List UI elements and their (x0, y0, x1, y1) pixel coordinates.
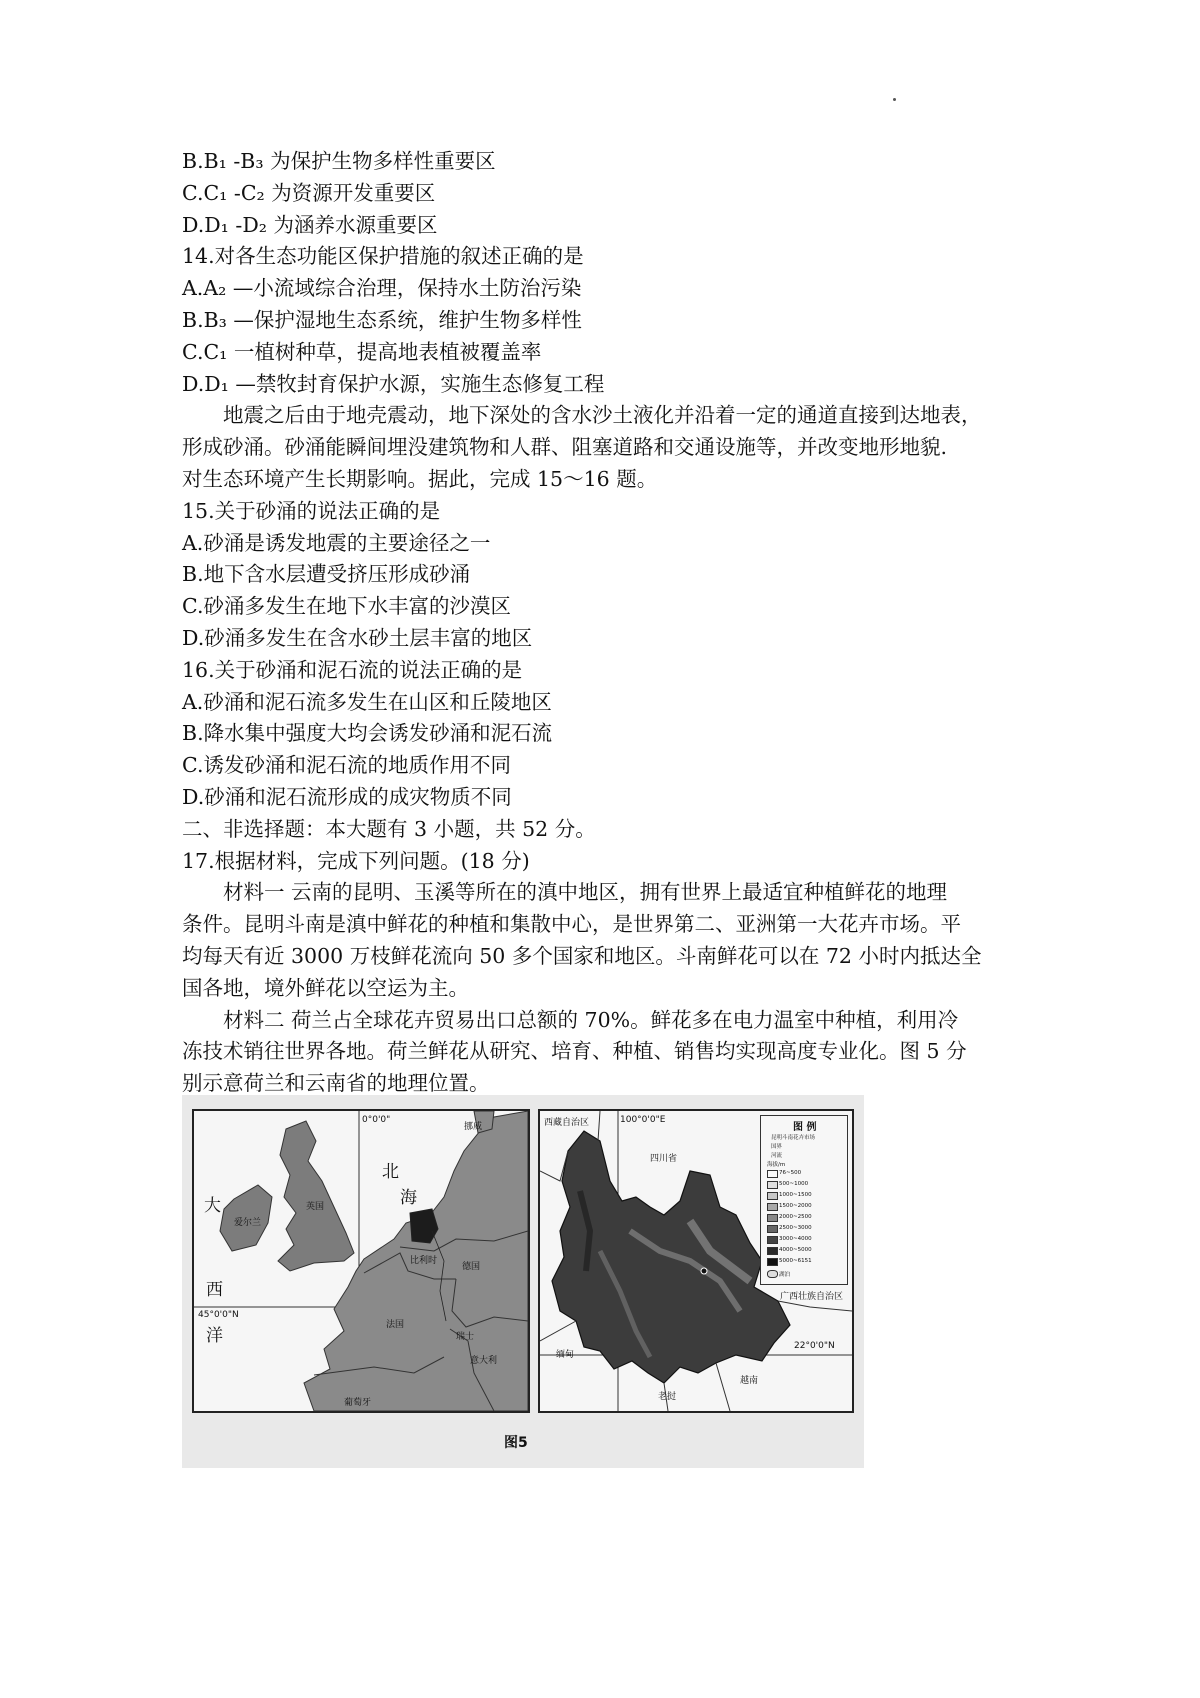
legend-item: 国界 (771, 1144, 783, 1150)
paragraph-line: 材料一 云南的昆明、玉溪等所在的滇中地区，拥有世界上最适宜种植鲜花的地理 (223, 880, 948, 905)
legend-item: 昆明斗南花卉市场 (771, 1135, 816, 1141)
legend-item: 海拔/m (767, 1162, 786, 1168)
legend-item: 76~500 (779, 1170, 802, 1176)
italy-label: 意大利 (470, 1356, 498, 1366)
myanmar-label: 缅甸 (556, 1350, 575, 1360)
q15-option-c: C.砂涌多发生在地下水丰富的沙漠区 (182, 594, 511, 619)
map-legend (760, 1115, 848, 1285)
paragraph-line: 别示意荷兰和云南省的地理位置。 (182, 1071, 490, 1096)
figure-5 (182, 1095, 864, 1468)
material-2 (182, 1005, 1044, 1037)
legend-swatch (767, 1214, 778, 1222)
legend-swatch (767, 1170, 778, 1178)
laos-label: 老挝 (658, 1392, 677, 1402)
sand-boil-paragraph (182, 400, 1044, 432)
q16-option-a: A.砂涌和泥石流多发生在山区和丘陵地区 (182, 689, 552, 714)
legend-item: 500~1000 (779, 1181, 809, 1187)
q16-option-c: C.诱发砂涌和泥石流的地质作用不同 (182, 753, 511, 778)
question-15: 15.关于砂涌的说法正确的是 (182, 498, 441, 523)
q15-option-d: D.砂涌多发生在含水砂土层丰富的地区 (182, 625, 533, 650)
question-text (182, 146, 1044, 1100)
legend-item: 湖泊 (779, 1272, 791, 1278)
section-2-heading: 二、非选择题：本大题有 3 小题，共 52 分。 (182, 816, 596, 841)
legend-item: 3000~4000 (779, 1236, 812, 1242)
legend-item: 4000~5000 (779, 1247, 812, 1253)
meridian-label: 100°0'0"E (620, 1115, 666, 1125)
legend-item: 1000~1500 (779, 1192, 812, 1198)
latitude-label: 22°0'0"N (794, 1341, 835, 1351)
paragraph-line: 冻技术销往世界各地。荷兰鲜花从研究、培育、种植、销售均实现高度专业化。图 5 分 (182, 1039, 967, 1064)
question-16: 16.关于砂涌和泥石流的说法正确的是 (182, 657, 523, 682)
q14-option-b: B.B₃ —保护湿地生态系统，维护生物多样性 (182, 307, 582, 332)
netherlands-map (192, 1109, 530, 1413)
option-d: D.D₁ -D₂ 为涵养水源重要区 (182, 212, 438, 237)
legend-swatch (767, 1181, 778, 1189)
paragraph-line: 材料二 荷兰占全球花卉贸易出口总额的 70%。鲜花多在电力温室中种植，利用冷 (223, 1007, 959, 1032)
paragraph-line: 形成砂涌。砂涌能瞬间埋没建筑物和人群、阻塞道路和交通设施等，并改变地形地貌. (182, 435, 948, 460)
legend-swatch (767, 1258, 778, 1266)
spain-label: 葡萄牙 (344, 1398, 372, 1408)
q14-option-a: A.A₂ —小流域综合治理，保持水土防治污染 (182, 276, 582, 301)
legend-swatch (767, 1203, 778, 1211)
figure-caption: 图5 (504, 1435, 528, 1451)
denmark-label: 挪威 (464, 1122, 483, 1132)
ocean-label-da: 大 (204, 1196, 221, 1216)
meridian-label: 0°0'0" (362, 1115, 391, 1125)
sichuan-label: 四川省 (650, 1154, 678, 1164)
vietnam-label: 越南 (740, 1376, 759, 1386)
corner-mark (893, 98, 896, 101)
ocean-label-yang: 洋 (206, 1326, 223, 1346)
legend-item: 2000~2500 (779, 1214, 812, 1220)
ireland-label: 爱尔兰 (234, 1218, 262, 1228)
legend-item: 2500~3000 (779, 1225, 812, 1231)
latitude-label: 45°0'0"N (198, 1310, 239, 1320)
paragraph-line: 地震之后由于地壳震动，地下深处的含水沙土液化并沿着一定的通道直接到达地表， (223, 403, 982, 428)
uk-label: 英国 (306, 1202, 325, 1212)
swiss-label: 瑞士 (456, 1332, 475, 1342)
belgium-label: 比利时 (410, 1256, 438, 1266)
paragraph-line: 对生态环境产生长期影响。据此，完成 15～16 题。 (182, 466, 658, 491)
q16-option-b: B.降水集中强度大均会诱发砂涌和泥石流 (182, 721, 553, 746)
q15-option-b: B.地下含水层遭受挤压形成砂涌 (182, 562, 471, 587)
question-14: 14.对各生态功能区保护措施的叙述正确的是 (182, 244, 584, 269)
material-1 (182, 877, 1044, 909)
sea-label-hai: 海 (400, 1188, 417, 1208)
q16-option-d: D.砂涌和泥石流形成的成灾物质不同 (182, 784, 512, 809)
guangxi-label: 广西壮族自治区 (780, 1292, 844, 1302)
sea-label-bei: 北 (382, 1162, 399, 1182)
option-c: C.C₁ -C₂ 为资源开发重要区 (182, 180, 436, 205)
france-label: 法国 (386, 1320, 405, 1330)
legend-swatch (767, 1247, 778, 1255)
paragraph-line: 条件。昆明斗南是滇中鲜花的种植和集散中心，是世界第二、亚洲第一大花卉市场。平 (182, 912, 961, 937)
q15-option-a: A.砂涌是诱发地震的主要途径之一 (182, 530, 491, 555)
q14-option-d: D.D₁ —禁牧封育保护水源，实施生态修复工程 (182, 371, 605, 396)
paragraph-line: 均每天有近 3000 万枝鲜花流向 50 多个国家和地区。斗南鲜花可以在 72 小时内抵达全 (182, 943, 982, 968)
question-17: 17.根据材料，完成下列问题。(18 分) (182, 848, 530, 873)
paragraph-line: 国各地，境外鲜花以空运为主。 (182, 975, 469, 1000)
ocean-label-xi: 西 (206, 1280, 223, 1300)
legend-swatch (767, 1225, 778, 1233)
lake-icon (767, 1270, 778, 1278)
tibet-label: 西藏自治区 (544, 1118, 590, 1128)
q14-option-c: C.C₁ 一植树种草，提高地表植被覆盖率 (182, 339, 542, 364)
legend-item: 1500~2000 (779, 1203, 812, 1209)
legend-item: 河流 (771, 1153, 783, 1159)
legend-swatch (767, 1192, 778, 1200)
germany-label: 德国 (462, 1262, 481, 1272)
legend-swatch (767, 1236, 778, 1244)
legend-title: 图 例 (793, 1122, 817, 1133)
yunnan-map (538, 1109, 854, 1413)
option-b: B.B₁ -B₃ 为保护生物多样性重要区 (182, 149, 496, 173)
legend-item: 5000~6151 (779, 1258, 812, 1264)
